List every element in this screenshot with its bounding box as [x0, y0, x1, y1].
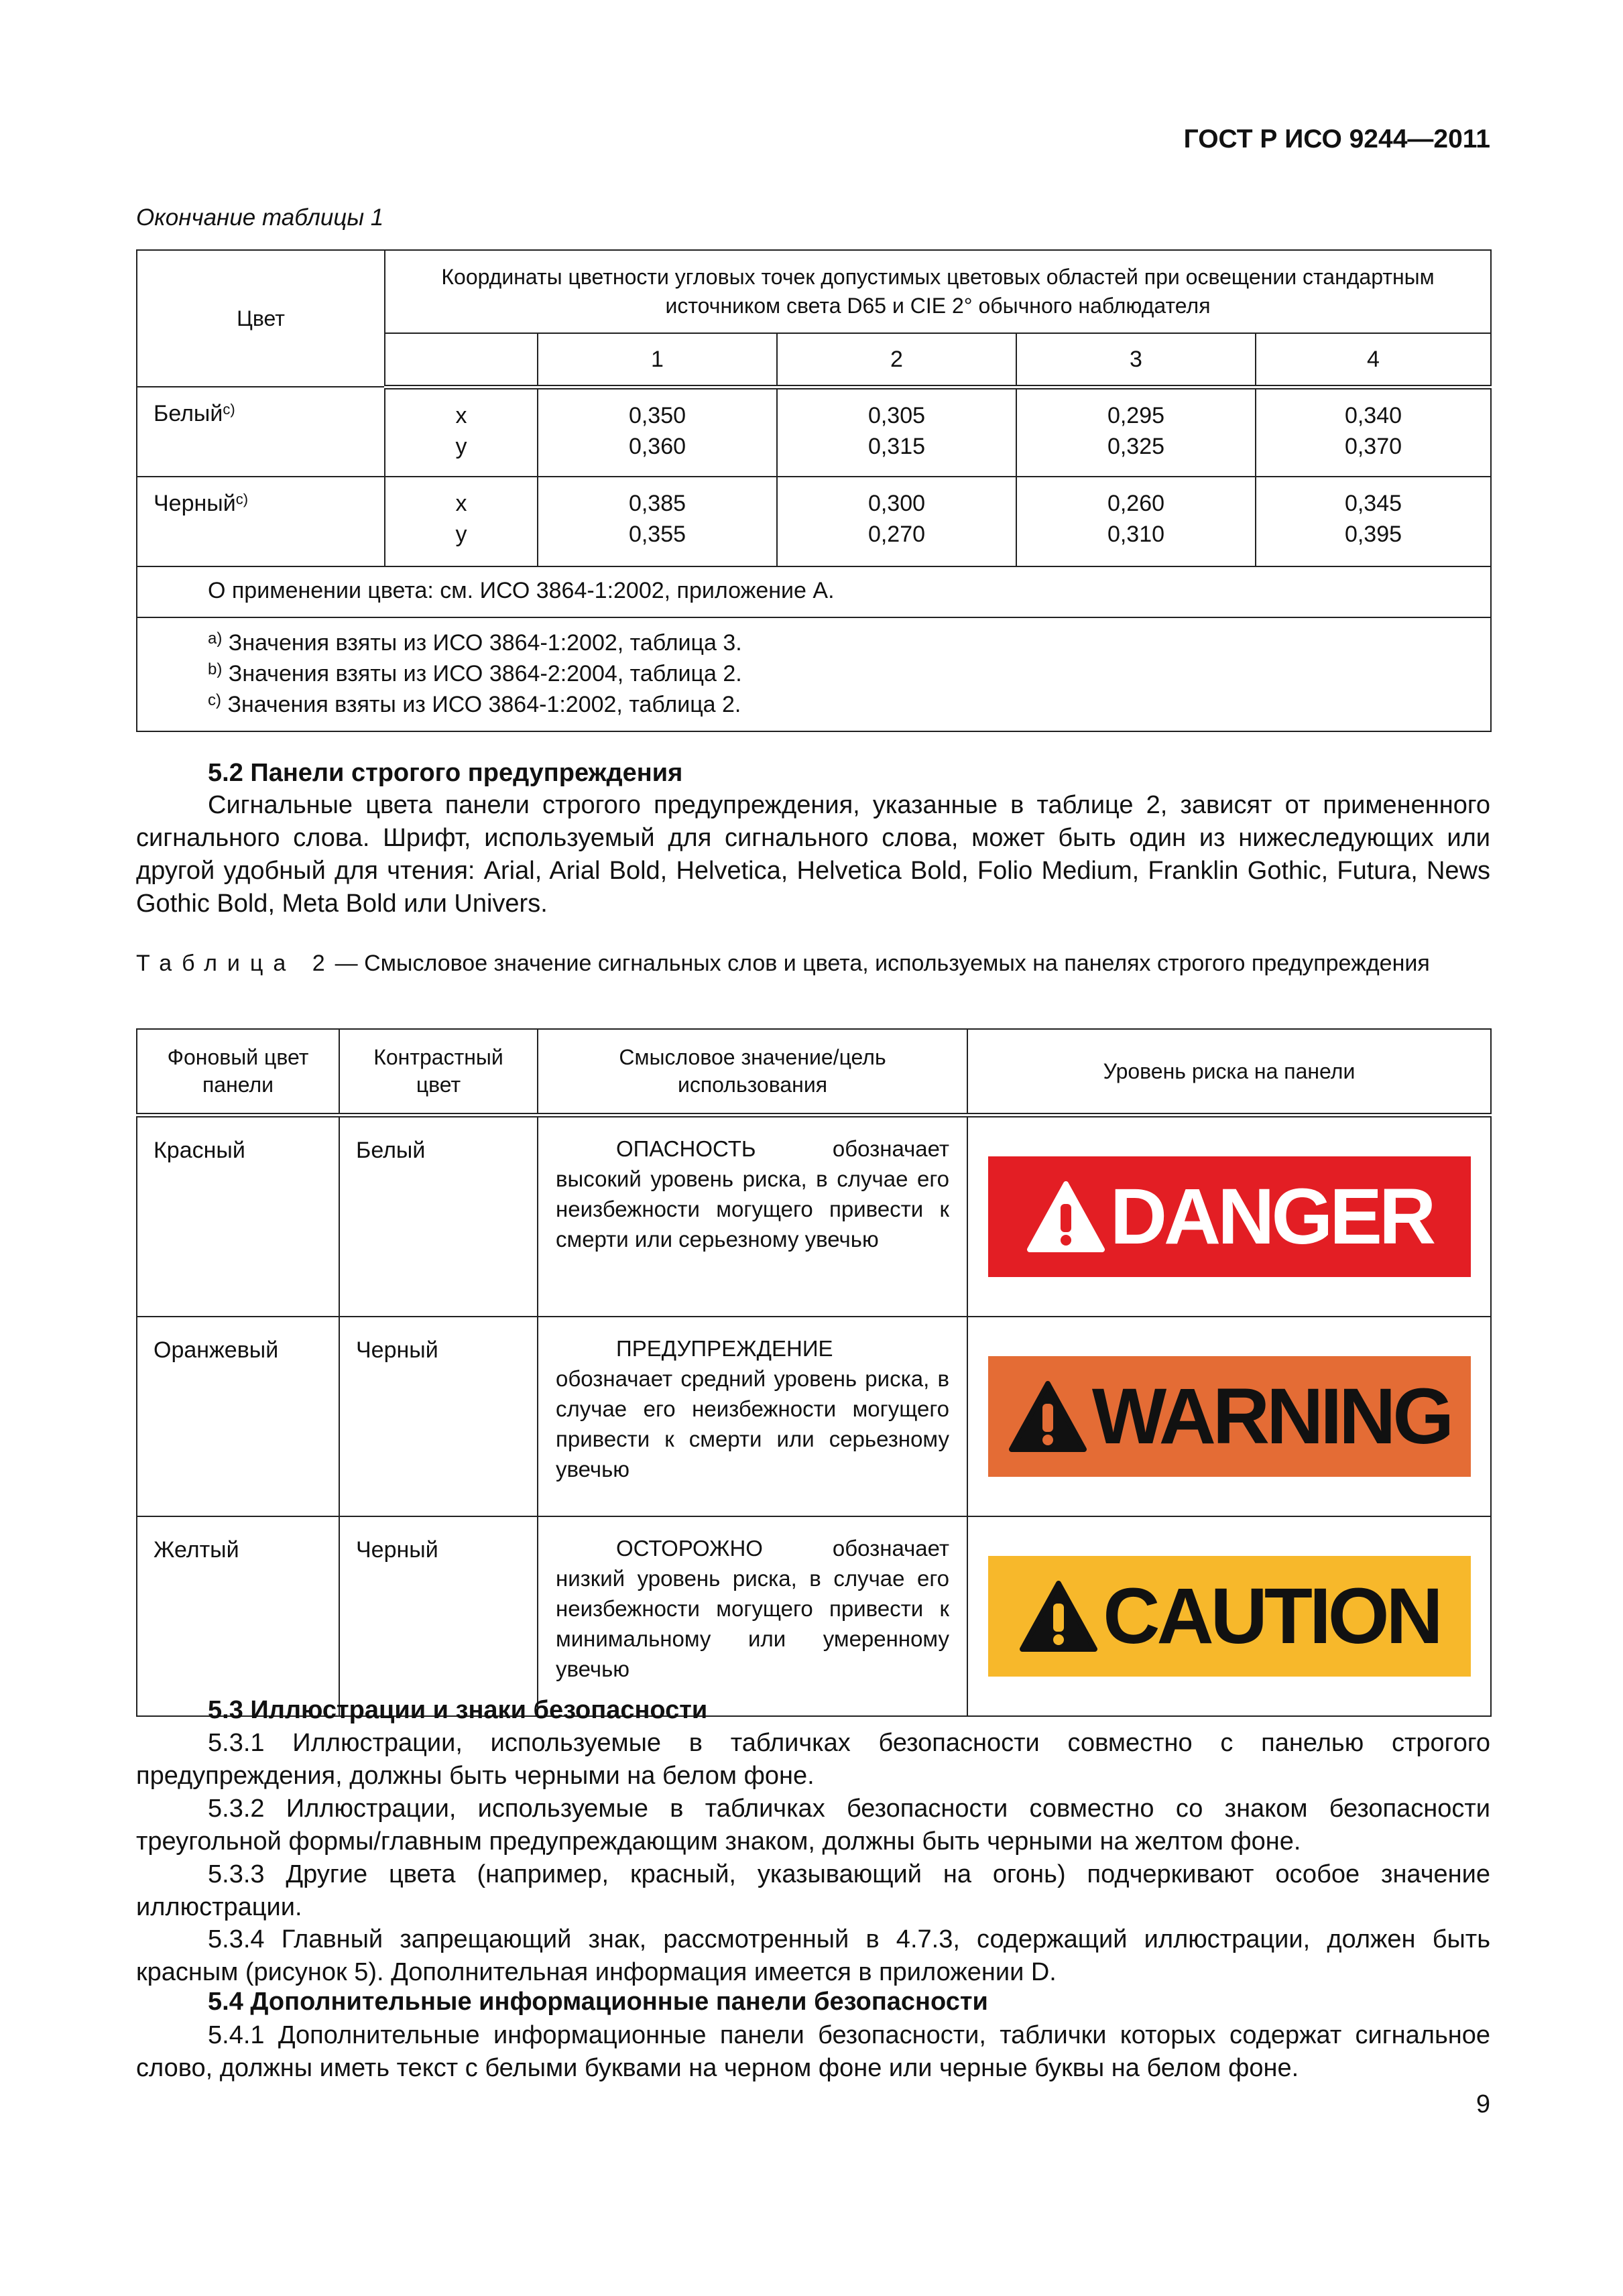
danger-sign — [988, 1156, 1471, 1277]
header-meaning: Смысловое значение/цель использования — [538, 1029, 967, 1115]
table-1 — [136, 249, 1492, 732]
contrast-color-cell: Черный — [339, 1317, 538, 1516]
table-row — [137, 1317, 1491, 1516]
value-cell — [538, 477, 777, 566]
x-label: x — [455, 402, 467, 428]
section-heading-5-4: 5.4 Дополнительные информационные панели безопасности — [208, 1988, 988, 2016]
footnote-text: Значения взяты из ИСО 3864-2:2004, таблица 2. — [228, 661, 742, 686]
x-value: 0,300 — [867, 491, 926, 516]
x-value: 0,345 — [1344, 491, 1402, 516]
header-col-2: 2 — [777, 333, 1016, 387]
header-col-3: 3 — [1016, 333, 1256, 387]
paragraph-5-3-4: 5.3.4 Главный запрещающий знак, рассмотренный в 4.7.3, содержащий иллюстрации, должен быть красным (рисунок 5). Дополнительная информация имеется в приложении D. — [136, 1925, 1490, 1986]
y-value: 0,360 — [628, 433, 686, 459]
x-value: 0,385 — [628, 491, 686, 516]
xy-labels — [385, 477, 538, 566]
value-cell — [538, 387, 777, 477]
value-cell — [1016, 387, 1256, 477]
sign-word: DANGER — [1109, 1172, 1433, 1261]
color-name: Черный — [154, 491, 236, 516]
paragraph-5-3-1: 5.3.1 Иллюстрации, используемые в табличках безопасности совместно с панелью строгого предупреждения, должны быть черными на белом фоне. — [136, 1729, 1490, 1790]
header-color: Цвет — [137, 250, 385, 387]
y-value: 0,310 — [1107, 522, 1165, 547]
header-background-color: Фоновый цвет панели — [137, 1029, 339, 1115]
xy-labels — [385, 387, 538, 477]
background-color-cell: Оранжевый — [137, 1317, 339, 1516]
footnote-ref: c) — [235, 491, 249, 507]
header-col-4: 4 — [1256, 333, 1491, 387]
warning-triangle-icon — [1008, 1380, 1088, 1453]
x-value: 0,305 — [867, 402, 926, 428]
table-2 — [136, 1028, 1492, 1717]
footnote-text: Значения взяты из ИСО 3864-1:2002, таблица 2. — [227, 692, 741, 717]
y-value: 0,325 — [1107, 433, 1165, 459]
meaning-text: ОПАСНОСТЬ обозначает высокий уровень риска, в случае его неизбежности могущего привести к смерти или серьезному увечью — [556, 1136, 949, 1252]
meaning-cell — [538, 1516, 967, 1716]
y-value: 0,355 — [628, 522, 686, 547]
x-value: 0,340 — [1344, 402, 1402, 428]
y-value: 0,315 — [867, 433, 926, 459]
footnote-mark: c) — [208, 691, 221, 709]
footnote-text: Значения взяты из ИСО 3864-1:2002, таблица 3. — [228, 630, 742, 656]
meaning-cell — [538, 1115, 967, 1317]
color-cell — [137, 477, 385, 566]
header-empty-cell — [385, 333, 538, 387]
paragraph-5-3-2: 5.3.2 Иллюстрации, используемые в табличках безопасности совместно со знаком безопасности треугольной формы/главным предупреждающим знаком, должны быть черными на желтом фоне. — [136, 1795, 1490, 1856]
footnote — [208, 689, 1490, 720]
meaning-text: ПРЕДУПРЕЖДЕНИЕ обозначает средний уровень риска, в случае его неизбежности могущего привести к смерти или серьезному увечью — [556, 1336, 949, 1482]
y-label: y — [455, 433, 467, 459]
x-value: 0,260 — [1107, 491, 1165, 516]
background-color-cell: Красный — [137, 1115, 339, 1317]
page-number: 9 — [1476, 2090, 1490, 2118]
value-cell — [777, 477, 1016, 566]
sign-cell — [967, 1317, 1491, 1516]
table2-caption-label: Таблица 2 — [136, 951, 335, 976]
x-value: 0,295 — [1107, 402, 1165, 428]
table-note: О применении цвета: см. ИСО 3864-1:2002, приложение А. — [137, 566, 1491, 617]
footnote-ref: c) — [223, 401, 235, 418]
y-label: y — [455, 522, 467, 547]
sign-word: CAUTION — [1103, 1572, 1440, 1660]
section-5-2-text: Сигнальные цвета панели строгого предупреждения, указанные в таблице 2, зависят от примененного сигнального слова. Шрифт, используемый для сигнального слова, может быть один из нижеследующих или другой удобный для чтения: Arial, Arial Bold, Helvetica, Helvetica Bold, Folio Medium, Franklin Gothic, Futura, News Gothic Bold, Meta Bold или Univers. — [136, 791, 1490, 918]
sign-cell — [967, 1516, 1491, 1716]
standard-code: ГОСТ Р ИСО 9244—2011 — [1183, 125, 1490, 154]
x-value: 0,350 — [628, 402, 686, 428]
paragraph-5-4-1: 5.4.1 Дополнительные информационные панели безопасности, таблички которых содержат сигнальное слово, должны иметь текст с белыми буквами на черном фоне или черные буквы на белом фоне. — [136, 2021, 1490, 2082]
table2-caption — [136, 949, 1490, 978]
background-color-cell: Желтый — [137, 1516, 339, 1716]
header-risk-level: Уровень риска на панели — [967, 1029, 1491, 1115]
color-cell — [137, 387, 385, 477]
contrast-color-cell: Черный — [339, 1516, 538, 1716]
footnote — [208, 627, 1490, 658]
meaning-cell — [538, 1317, 967, 1516]
footnote-mark: b) — [208, 660, 223, 678]
header-chromaticity: Координаты цветности угловых точек допустимых цветовых областей при освещении стандартным источником света D65 и CIE 2° обычного наблюдателя — [385, 250, 1491, 333]
table-row — [137, 1115, 1491, 1317]
section-heading-5-3: 5.3 Иллюстрации и знаки безопасности — [208, 1696, 708, 1724]
y-value: 0,395 — [1344, 522, 1402, 547]
warning-triangle-icon — [1026, 1180, 1106, 1254]
warning-triangle-icon — [1018, 1579, 1099, 1653]
color-name: Белый — [154, 401, 223, 426]
value-cell — [1256, 477, 1491, 566]
meaning-text: ОСТОРОЖНО обозначает низкий уровень риска, в случае его неизбежности могущего привести к минимальному или умеренному увечью — [556, 1536, 949, 1681]
paragraph-5-3-3: 5.3.3 Другие цвета (например, красный, указывающий на огонь) подчеркивают особое значение иллюстрации. — [136, 1860, 1490, 1921]
value-cell — [1016, 477, 1256, 566]
footnote-mark: a) — [208, 629, 223, 648]
section-heading-5-2: 5.2 Панели строгого предупреждения — [208, 759, 683, 787]
value-cell — [777, 387, 1016, 477]
table1-caption: Окончание таблицы 1 — [136, 204, 384, 231]
header-contrast-color: Контрастный цвет — [339, 1029, 538, 1115]
table-row — [137, 477, 1491, 566]
warning-sign — [988, 1356, 1471, 1477]
sign-word: WARNING — [1091, 1372, 1451, 1461]
sign-cell — [967, 1115, 1491, 1317]
x-label: x — [455, 491, 467, 516]
table2-caption-text: — Смысловое значение сигнальных слов и цвета, используемых на панелях строгого предупреждения — [335, 951, 1430, 976]
caution-sign — [988, 1556, 1471, 1677]
table-row — [137, 1516, 1491, 1716]
table-footnotes — [137, 617, 1491, 731]
y-value: 0,370 — [1344, 433, 1402, 459]
contrast-color-cell: Белый — [339, 1115, 538, 1317]
table-row — [137, 387, 1491, 477]
y-value: 0,270 — [867, 522, 926, 547]
header-col-1: 1 — [538, 333, 777, 387]
value-cell — [1256, 387, 1491, 477]
footnote — [208, 658, 1490, 689]
